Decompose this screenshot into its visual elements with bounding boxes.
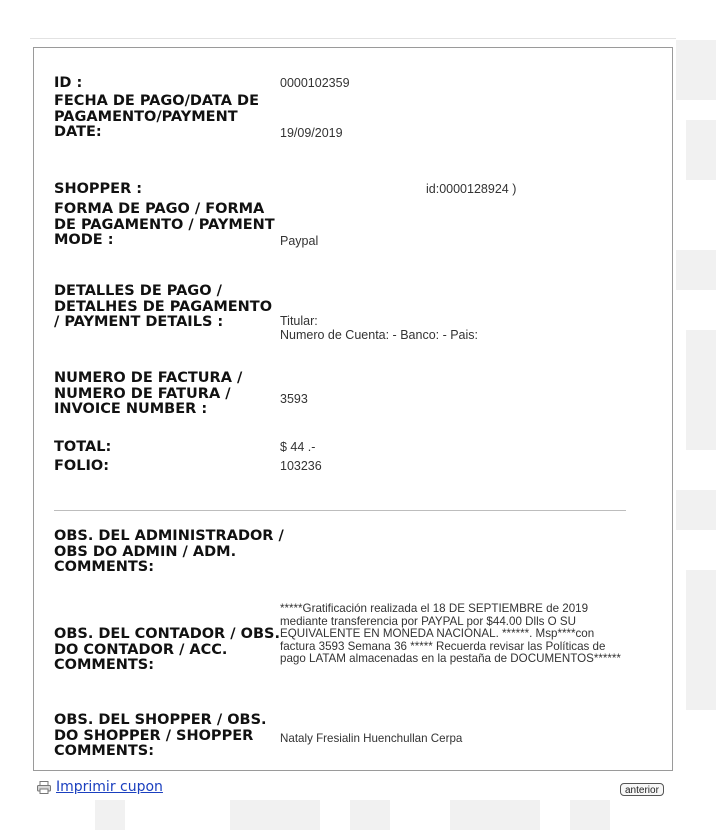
print-coupon-link[interactable] bbox=[37, 779, 163, 795]
comment-value: Nataly Fresialin Huenchullan Cerpa bbox=[280, 732, 463, 745]
detail-value: $ 44 .- bbox=[280, 440, 316, 454]
detail-label: FECHA DE PAGO/DATA DE PAGAMENTO/PAYMENT DATE: bbox=[54, 93, 259, 140]
detail-label: FORMA DE PAGO / FORMA DE PAGAMENTO / PAYMENT MODE : bbox=[54, 201, 275, 248]
detail-value-account: Numero de Cuenta: - Banco: - Pais: bbox=[280, 328, 479, 342]
detail-label: FOLIO: bbox=[54, 458, 109, 474]
background-pattern bbox=[95, 800, 125, 830]
comment-label: OBS. DEL CONTADOR / OBS. DO CONTADOR / ACC. COMMENTS: bbox=[54, 626, 280, 673]
background-pattern bbox=[230, 800, 320, 830]
background-pattern bbox=[686, 570, 716, 710]
comment-label: OBS. DEL SHOPPER / OBS. DO SHOPPER / SHOPPER COMMENTS: bbox=[54, 712, 267, 759]
detail-value: 0000102359 bbox=[280, 76, 350, 90]
payment-detail-panel bbox=[33, 47, 673, 771]
detail-label: NUMERO DE FACTURA / NUMERO DE FATURA / INVOICE NUMBER : bbox=[54, 370, 243, 417]
background-pattern bbox=[450, 800, 540, 830]
print-coupon-label: Imprimir cupon bbox=[56, 779, 163, 795]
detail-label: ID : bbox=[54, 75, 83, 91]
detail-label: SHOPPER : bbox=[54, 181, 143, 197]
detail-value: 3593 bbox=[280, 392, 308, 406]
section-divider bbox=[54, 510, 626, 511]
detail-label: TOTAL: bbox=[54, 439, 112, 455]
comment-value: *****Gratificación realizada el 18 DE SEPTIEMBRE de 2019 mediante transferencia por PAYPAL por $44.00 Dlls O SU EQUIVALENTE EN MONEDA NACIONAL. ******. Msp****con factura 3593 Semana 36 ***** Recuerda revisar las Políticas de pago LATAM almacenadas en la pestaña de DOCUMENTOS****** bbox=[280, 602, 621, 666]
detail-value: 103236 bbox=[280, 459, 322, 473]
background-pattern bbox=[686, 120, 716, 180]
comment-label: OBS. DEL ADMINISTRADOR / OBS DO ADMIN / ADM. COMMENTS: bbox=[54, 528, 284, 575]
printer-icon bbox=[37, 781, 51, 794]
detail-value: 19/09/2019 bbox=[280, 126, 343, 140]
detail-value: id:0000128924 ) bbox=[426, 182, 517, 196]
background-pattern bbox=[676, 40, 716, 100]
detail-value-holder: Titular: bbox=[280, 314, 318, 328]
top-divider bbox=[30, 38, 676, 39]
background-pattern bbox=[350, 800, 390, 830]
background-pattern bbox=[676, 250, 716, 290]
background-pattern bbox=[686, 330, 716, 450]
previous-button[interactable]: anterior bbox=[620, 783, 664, 796]
detail-label: DETALLES DE PAGO / DETALHES DE PAGAMENTO / PAYMENT DETAILS : bbox=[54, 283, 273, 330]
background-pattern bbox=[676, 490, 716, 530]
detail-value: Paypal bbox=[280, 234, 319, 248]
background-pattern bbox=[570, 800, 610, 830]
